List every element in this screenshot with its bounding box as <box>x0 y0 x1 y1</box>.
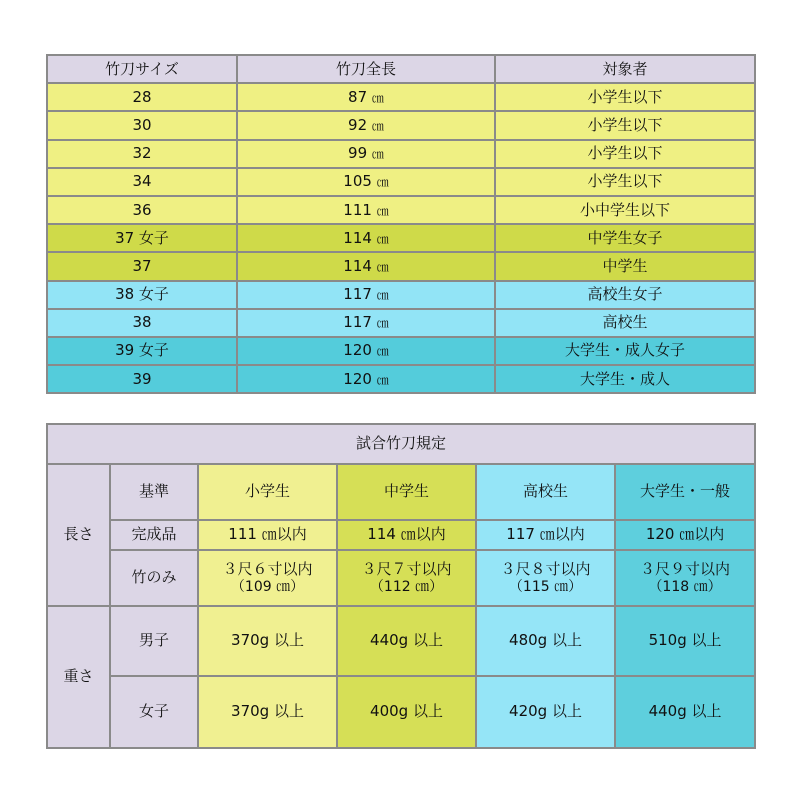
male-weight-cell: 480g 以上 <box>476 606 615 676</box>
size-cell: 37 <box>47 252 237 280</box>
bamboo-length-cell: ３尺６寸以内 （109 ㎝） <box>198 550 337 606</box>
level-high-school: 高校生 <box>476 464 615 520</box>
target-cell: 高校生 <box>495 309 755 337</box>
length-cell: 99 ㎝ <box>237 140 495 168</box>
female-label: 女子 <box>110 676 198 748</box>
male-weight-row <box>47 606 755 676</box>
female-weight-cell: 370g 以上 <box>198 676 337 748</box>
bamboo-length-cell: ３尺７寸以内 （112 ㎝） <box>337 550 476 606</box>
length-cell: 87 ㎝ <box>237 83 495 111</box>
size-cell: 34 <box>47 168 237 196</box>
table-row <box>47 224 755 252</box>
table-row <box>47 83 755 111</box>
female-weight-cell: 400g 以上 <box>337 676 476 748</box>
target-cell: 高校生女子 <box>495 281 755 309</box>
finished-length-cell: 111 ㎝以内 <box>198 520 337 550</box>
female-weight-row <box>47 676 755 748</box>
size-cell: 32 <box>47 140 237 168</box>
target-cell: 大学生・成人女子 <box>495 337 755 365</box>
level-header-row <box>47 464 755 520</box>
criteria-label: 基準 <box>110 464 198 520</box>
length-cell: 114 ㎝ <box>237 252 495 280</box>
finished-length-cell: 120 ㎝以内 <box>615 520 755 550</box>
size-cell: 38 女子 <box>47 281 237 309</box>
table-row <box>47 196 755 224</box>
target-cell: 中学生 <box>495 252 755 280</box>
length-cell: 117 ㎝ <box>237 281 495 309</box>
table-row <box>47 281 755 309</box>
weight-group-label: 重さ <box>47 606 110 748</box>
male-weight-cell: 510g 以上 <box>615 606 755 676</box>
female-weight-cell: 420g 以上 <box>476 676 615 748</box>
table-row <box>47 365 755 393</box>
header-shinai-size: 竹刀サイズ <box>47 55 237 83</box>
header-shinai-length: 竹刀全長 <box>237 55 495 83</box>
length-group-label: 長さ <box>47 464 110 606</box>
target-cell: 小学生以下 <box>495 140 755 168</box>
header-target-user: 対象者 <box>495 55 755 83</box>
bamboo-length-cell: ３尺８寸以内 （115 ㎝） <box>476 550 615 606</box>
size-cell: 36 <box>47 196 237 224</box>
level-university-general: 大学生・一般 <box>615 464 755 520</box>
target-cell: 中学生女子 <box>495 224 755 252</box>
table-row <box>47 337 755 365</box>
male-weight-cell: 440g 以上 <box>337 606 476 676</box>
length-cell: 111 ㎝ <box>237 196 495 224</box>
size-cell: 37 女子 <box>47 224 237 252</box>
bamboo-length-cell: ３尺９寸以内 （118 ㎝） <box>615 550 755 606</box>
target-cell: 小学生以下 <box>495 168 755 196</box>
length-cell: 105 ㎝ <box>237 168 495 196</box>
bamboo-only-label: 竹のみ <box>110 550 198 606</box>
length-cell: 120 ㎝ <box>237 337 495 365</box>
size-cell: 30 <box>47 111 237 139</box>
table-row <box>47 309 755 337</box>
level-elementary: 小学生 <box>198 464 337 520</box>
length-cell: 117 ㎝ <box>237 309 495 337</box>
table-row <box>47 140 755 168</box>
target-cell: 小中学生以下 <box>495 196 755 224</box>
table-row <box>47 111 755 139</box>
match-shinai-regulation-table <box>46 423 756 749</box>
length-cell: 114 ㎝ <box>237 224 495 252</box>
target-cell: 小学生以下 <box>495 111 755 139</box>
level-junior-high: 中学生 <box>337 464 476 520</box>
regulation-title: 試合竹刀規定 <box>47 424 755 464</box>
table-row <box>47 168 755 196</box>
length-cell: 120 ㎝ <box>237 365 495 393</box>
regulation-title-row <box>47 424 755 464</box>
size-cell: 39 女子 <box>47 337 237 365</box>
bamboo-length-row <box>47 550 755 606</box>
size-cell: 28 <box>47 83 237 111</box>
finished-length-cell: 114 ㎝以内 <box>337 520 476 550</box>
size-cell: 39 <box>47 365 237 393</box>
target-cell: 大学生・成人 <box>495 365 755 393</box>
size-cell: 38 <box>47 309 237 337</box>
target-cell: 小学生以下 <box>495 83 755 111</box>
female-weight-cell: 440g 以上 <box>615 676 755 748</box>
shinai-size-table <box>46 54 756 394</box>
finished-label: 完成品 <box>110 520 198 550</box>
length-cell: 92 ㎝ <box>237 111 495 139</box>
male-weight-cell: 370g 以上 <box>198 606 337 676</box>
finished-length-row <box>47 520 755 550</box>
size-table-header-row <box>47 55 755 83</box>
finished-length-cell: 117 ㎝以内 <box>476 520 615 550</box>
table-row <box>47 252 755 280</box>
male-label: 男子 <box>110 606 198 676</box>
